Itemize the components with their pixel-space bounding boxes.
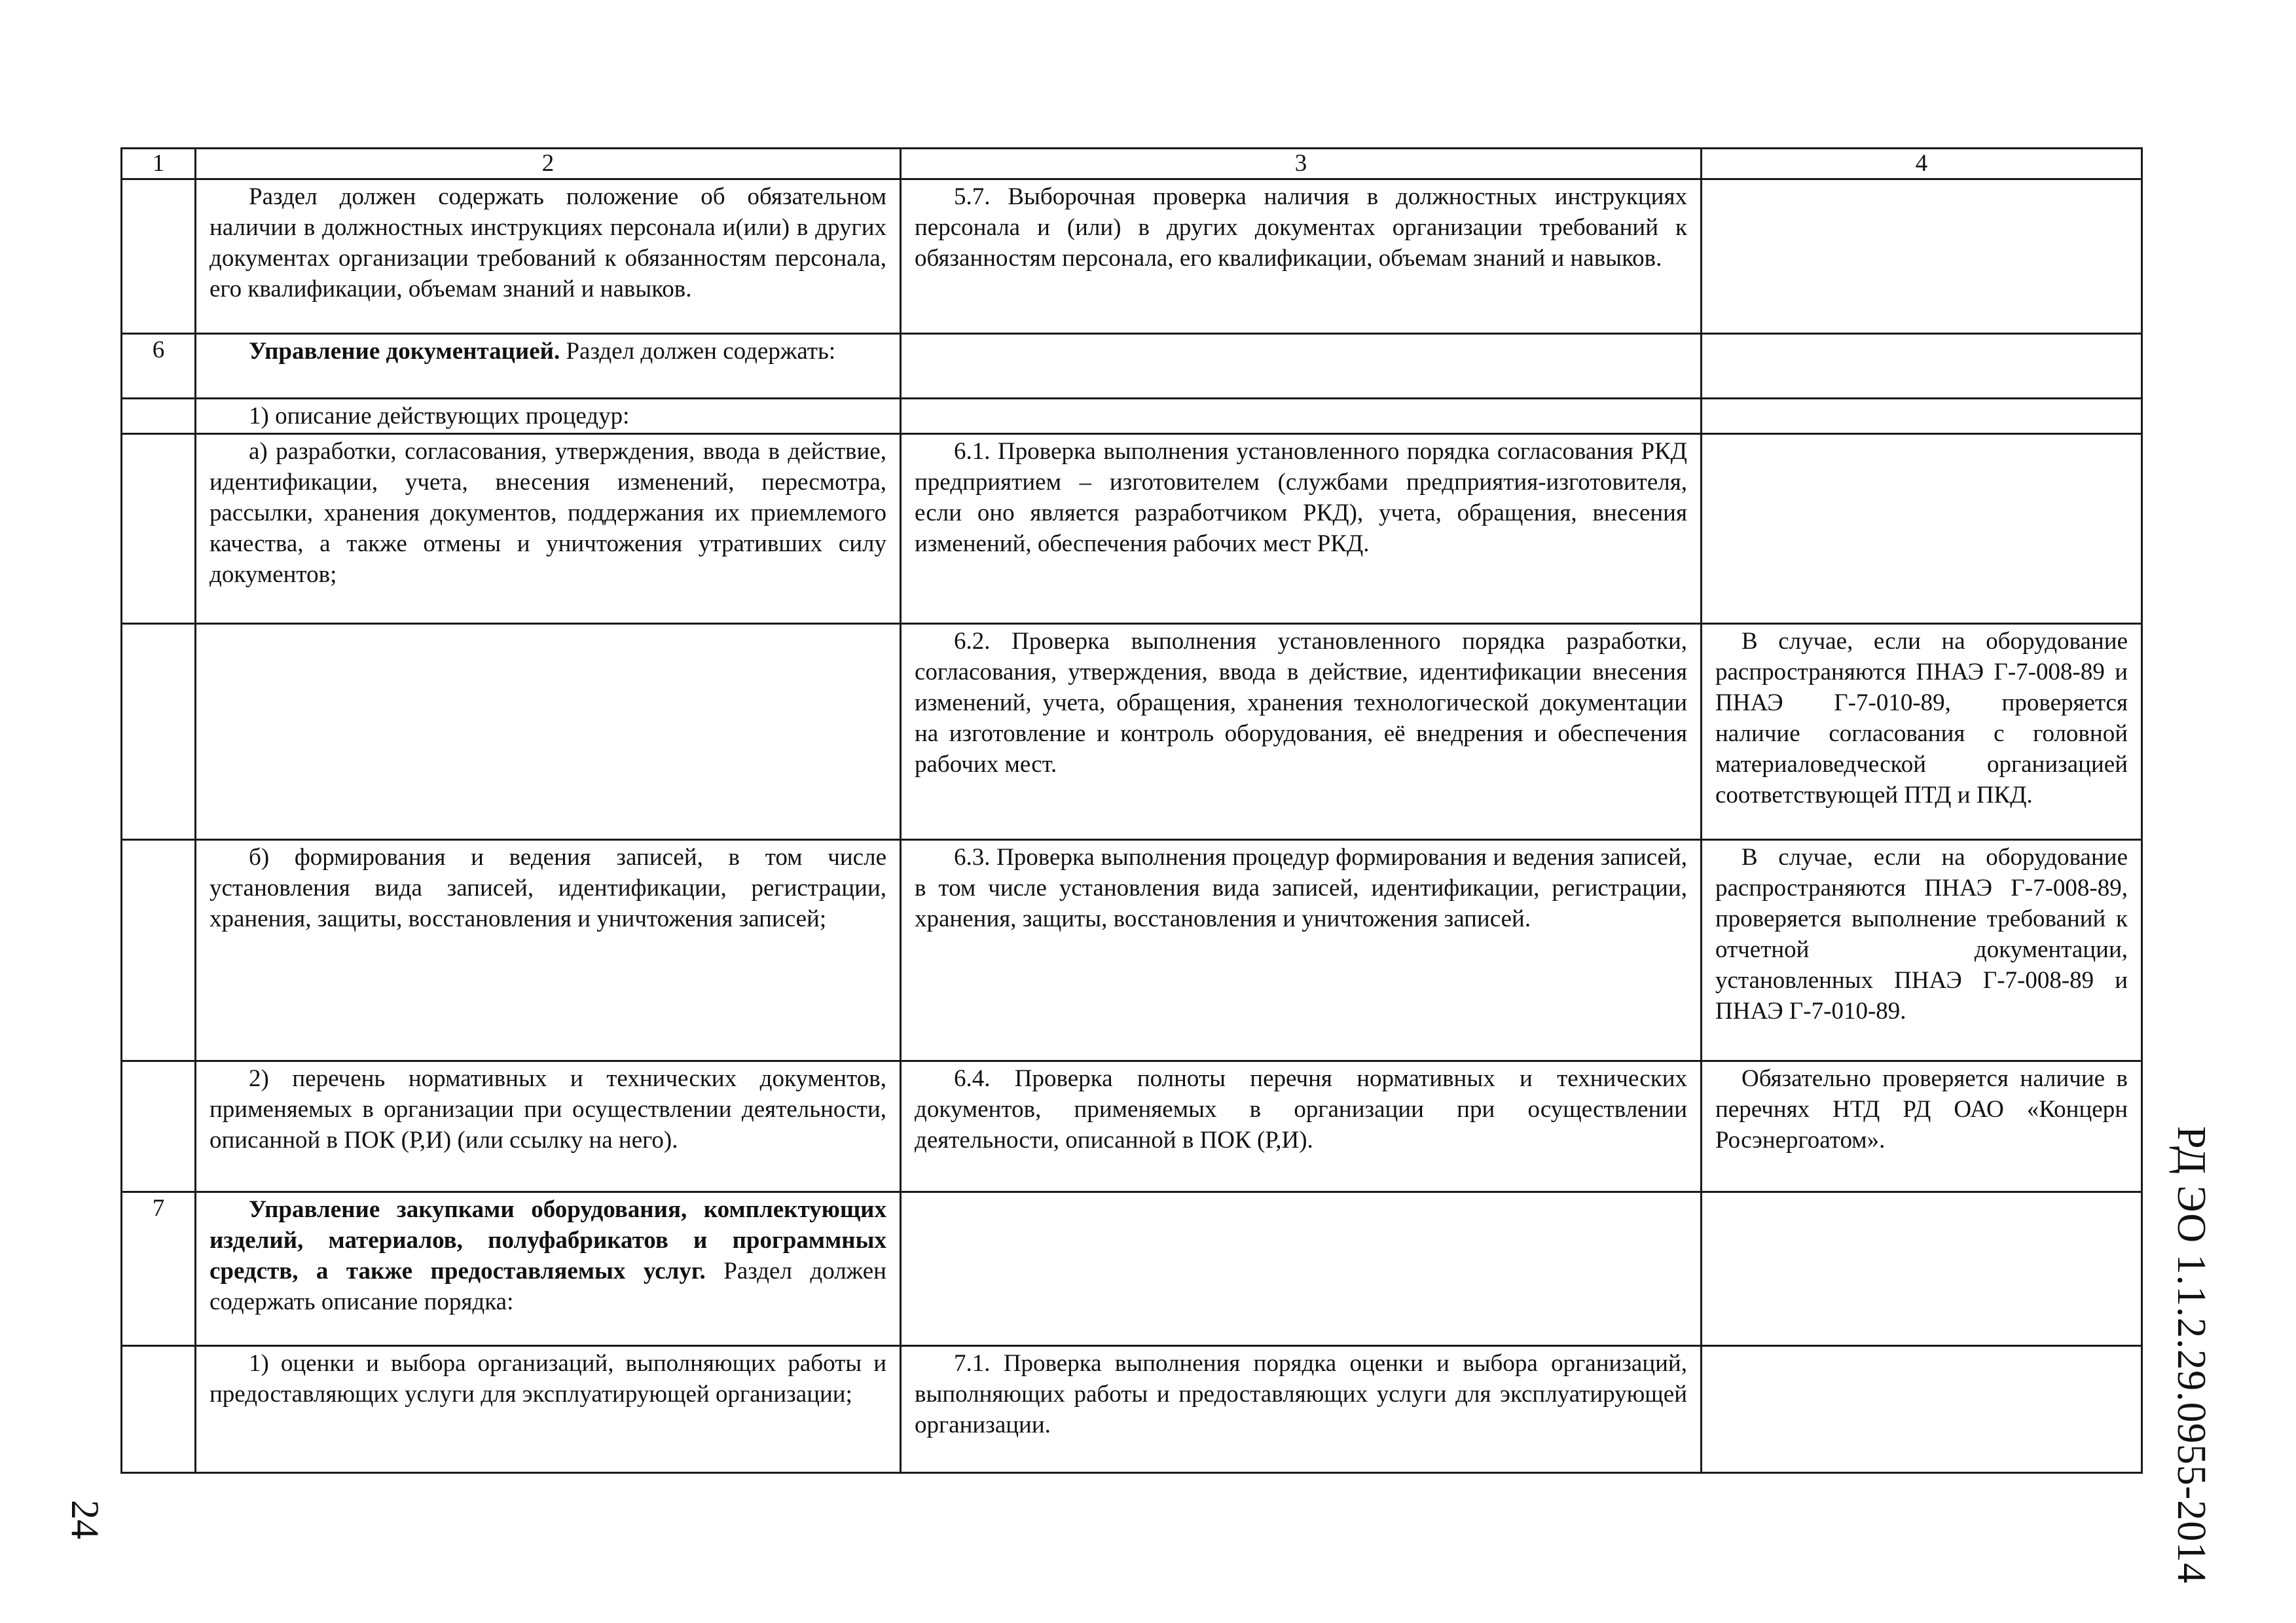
table-row xyxy=(122,434,2142,624)
requirement-cell xyxy=(196,1192,901,1346)
requirement-cell xyxy=(196,1061,901,1192)
row-number xyxy=(122,1061,196,1192)
check-cell xyxy=(901,434,1702,624)
note-cell xyxy=(1702,1061,2142,1192)
section-heading-rest: Раздел должен содержать описание порядка: xyxy=(210,1258,886,1315)
requirement-text xyxy=(210,336,886,367)
requirement-text: 1) описание действующих процедур: xyxy=(249,403,630,429)
check-text: 6.1. Проверка выполнения установленного порядка согласования РКД предприятием – изготовителем (службами предприятия-изготовителя, если оно является разработчиком РКД), учета, обращения, внесения изменений, обеспечения рабочих мест РКД. xyxy=(915,438,1687,557)
check-cell xyxy=(901,399,1702,434)
check-cell xyxy=(901,1061,1702,1192)
check-text: 6.2. Проверка выполнения установленного порядка разработки, согласования, утверждения, ввода в действие, идентификации внесения изменений, учета, обращения, хранения технологической документации на изготовление и контроль оборудования, её внедрения и обеспечения рабочих мест. xyxy=(915,628,1687,778)
requirement-cell xyxy=(196,334,901,399)
table-row xyxy=(122,1061,2142,1192)
check-text: 6.4. Проверка полноты перечня нормативных и технических документов, применяемых в организации при осуществлении деятельности, описанной в ПОК (Р,И). xyxy=(915,1065,1687,1154)
note-text: В случае, если на оборудование распространяются ПНАЭ Г-7-008-89 и ПНАЭ Г-7-010-89, проверяется наличие согласования с головной материаловедческой организацией соответствующей ПТД и ПКД. xyxy=(1715,628,2128,809)
requirement-cell xyxy=(196,1346,901,1473)
requirement-text xyxy=(210,1194,886,1317)
header-col-1: 1 xyxy=(122,149,196,179)
document-code: РД ЭО 1.1.2.29.0955-2014 xyxy=(2169,1126,2214,1584)
note-text: В случае, если на оборудование распространяются ПНАЭ Г-7-008-89, проверяется выполнение требований к отчетной документации, установленных ПНАЭ Г-7-008-89 и ПНАЭ Г-7-010-89. xyxy=(1715,844,2128,1025)
note-cell xyxy=(1702,1346,2142,1473)
note-cell xyxy=(1702,334,2142,399)
row-number xyxy=(122,179,196,334)
row-number: 6 xyxy=(122,334,196,399)
table-row xyxy=(122,179,2142,334)
requirement-cell xyxy=(196,434,901,624)
requirement-cell xyxy=(196,399,901,434)
check-text: 6.3. Проверка выполнения процедур формирования и ведения записей, в том числе установления вида записей, идентификации, регистрации, хранения, защиты, восстановления и уничтожения записей. xyxy=(915,844,1687,932)
requirement-cell xyxy=(196,179,901,334)
check-cell xyxy=(901,179,1702,334)
note-cell xyxy=(1702,624,2142,840)
row-number xyxy=(122,624,196,840)
check-cell xyxy=(901,1346,1702,1473)
check-cell xyxy=(901,1192,1702,1346)
note-cell xyxy=(1702,179,2142,334)
requirement-text: 1) оценки и выбора организаций, выполняющих работы и предоставляющих услуги для эксплуатирующей организации; xyxy=(210,1350,886,1408)
check-cell xyxy=(901,334,1702,399)
row-number xyxy=(122,434,196,624)
requirement-text: б) формирования и ведения записей, в том числе установления вида записей, идентификации, регистрации, хранения, защиты, восстановления и уничтожения записей; xyxy=(210,844,886,932)
note-cell xyxy=(1702,399,2142,434)
header-row xyxy=(122,149,2142,179)
check-cell xyxy=(901,624,1702,840)
requirement-cell xyxy=(196,840,901,1061)
table-row xyxy=(122,399,2142,434)
note-cell xyxy=(1702,1192,2142,1346)
note-cell xyxy=(1702,434,2142,624)
check-text: 5.7. Выборочная проверка наличия в должностных инструкциях персонала и (или) в других документах организации требований к обязанностям персонала, его квалификации, объемам знаний и навыков. xyxy=(915,183,1687,272)
requirement-cell xyxy=(196,624,901,840)
row-number xyxy=(122,399,196,434)
row-number xyxy=(122,1346,196,1473)
row-number xyxy=(122,840,196,1061)
page-number: 24 xyxy=(64,1500,107,1539)
section-heading: Управление закупками оборудования, комплектующих изделий, материалов, полуфабрикатов и программных средств, а также предоставляемых услуг. xyxy=(210,1196,886,1285)
table-row xyxy=(122,624,2142,840)
requirements-table xyxy=(120,147,2143,1474)
table-row xyxy=(122,334,2142,399)
table-row xyxy=(122,840,2142,1061)
requirement-text: Раздел должен содержать положение об обязательном наличии в должностных инструкциях персонала и(или) в других документах организации требований к обязанностям персонала, его квалификации, объемам знаний и навыков. xyxy=(210,183,886,302)
note-cell xyxy=(1702,840,2142,1061)
note-text: Обязательно проверяется наличие в перечнях НТД РД ОАО «Концерн Росэнергоатом». xyxy=(1715,1065,2128,1154)
header-col-2: 2 xyxy=(196,149,901,179)
table-row xyxy=(122,1346,2142,1473)
row-number: 7 xyxy=(122,1192,196,1346)
section-heading: Управление документацией. xyxy=(249,338,560,365)
check-text: 7.1. Проверка выполнения порядка оценки и выбора организаций, выполняющих работы и предоставляющих услуги для эксплуатирующей организации. xyxy=(915,1350,1687,1438)
requirement-text: а) разработки, согласования, утверждения, ввода в действие, идентификации, учета, внесения изменений, пересмотра, рассылки, хранения документов, поддержания их приемлемого качества, а также отмены и уничтожения утративших силу документов; xyxy=(210,438,886,588)
section-heading-rest: Раздел должен содержать: xyxy=(560,338,836,365)
header-col-4: 4 xyxy=(1702,149,2142,179)
requirement-text: 2) перечень нормативных и технических документов, применяемых в организации при осуществлении деятельности, описанной в ПОК (Р,И) (или ссылку на него). xyxy=(210,1065,886,1154)
table-row xyxy=(122,1192,2142,1346)
header-col-3: 3 xyxy=(901,149,1702,179)
check-cell xyxy=(901,840,1702,1061)
